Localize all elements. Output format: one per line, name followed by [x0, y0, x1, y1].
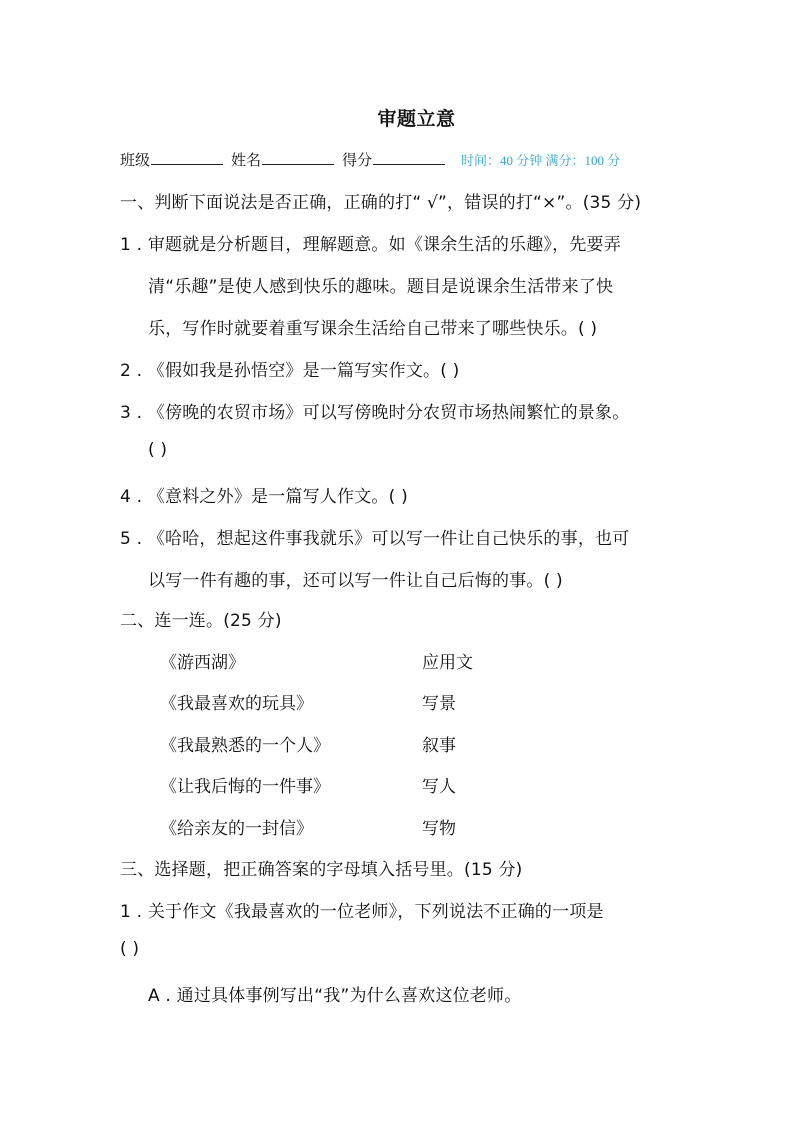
s1-q1-line3: 乐，写作时就要着重写课余生活给自己带来了哪些快乐。( ) [148, 319, 598, 339]
name-label: 姓名 [231, 151, 262, 169]
match-right-item[interactable]: 应用文 [422, 653, 473, 673]
match-left-item[interactable]: 《我最喜欢的玩具》 [160, 694, 313, 714]
match-left-item[interactable]: 《让我后悔的一件事》 [160, 777, 330, 797]
name-field[interactable] [231, 149, 334, 170]
section3-heading: 三、选择题，把正确答案的字母填入括号里。(15 分) [120, 860, 523, 880]
score-field[interactable] [342, 149, 445, 170]
s1-q3-line1: 3 . 《傍晚的农贸市场》可以写傍晚时分农贸市场热闹繁忙的景象。 [120, 403, 630, 423]
class-field[interactable] [120, 149, 223, 170]
match-right-item[interactable]: 写物 [422, 819, 456, 839]
s3-q1-answer-bracket: ( ) [120, 939, 140, 959]
match-right-item[interactable]: 叙事 [422, 736, 456, 756]
page-title: 审题立意 [377, 108, 456, 130]
match-left-item[interactable]: 《游西湖》 [160, 653, 245, 673]
s3-q1-line1: 1 . 关于作文《我最喜欢的一位老师》，下列说法不正确的一项是 [120, 902, 604, 922]
s1-q1-line1: 1 . 审题就是分析题目，理解题意。如《课余生活的乐趣》，先要弄 [120, 235, 621, 255]
name-blank[interactable] [262, 150, 334, 165]
class-label: 班级 [120, 151, 151, 169]
s1-q2-line1: 2 . 《假如我是孙悟空》是一篇写实作文。( ) [120, 361, 460, 381]
student-info-row [120, 149, 680, 170]
s3-q1-option-a: A . 通过具体事例写出“我”为什么喜欢这位老师。 [148, 986, 522, 1006]
score-label: 得分 [342, 151, 373, 169]
match-left-item[interactable]: 《我最熟悉的一个人》 [160, 736, 330, 756]
s1-q5-line1: 5 . 《哈哈，想起这件事我就乐》可以写一件让自己快乐的事，也可 [120, 529, 630, 549]
s1-q3-line2: ( ) [148, 440, 168, 460]
s1-q5-line2: 以写一件有趣的事，还可以写一件让自己后悔的事。( ) [148, 571, 563, 591]
s1-q1-line2: 清“乐趣”是使人感到快乐的趣味。题目是说课余生活带来了快 [148, 277, 614, 297]
time-score-info: 时间：40 分钟 满分：100 分 [461, 153, 621, 168]
section2-heading: 二、连一连。(25 分) [120, 611, 282, 631]
section1-heading: 一、判断下面说法是否正确，正确的打“ √”，错误的打“×”。(35 分) [120, 193, 642, 213]
match-right-item[interactable]: 写景 [422, 694, 456, 714]
score-blank[interactable] [373, 150, 445, 165]
match-right-item[interactable]: 写人 [422, 777, 456, 797]
class-blank[interactable] [151, 150, 223, 165]
s1-q4-line1: 4 . 《意料之外》是一篇写人作文。( ) [120, 487, 408, 507]
match-left-item[interactable]: 《给亲友的一封信》 [160, 819, 313, 839]
